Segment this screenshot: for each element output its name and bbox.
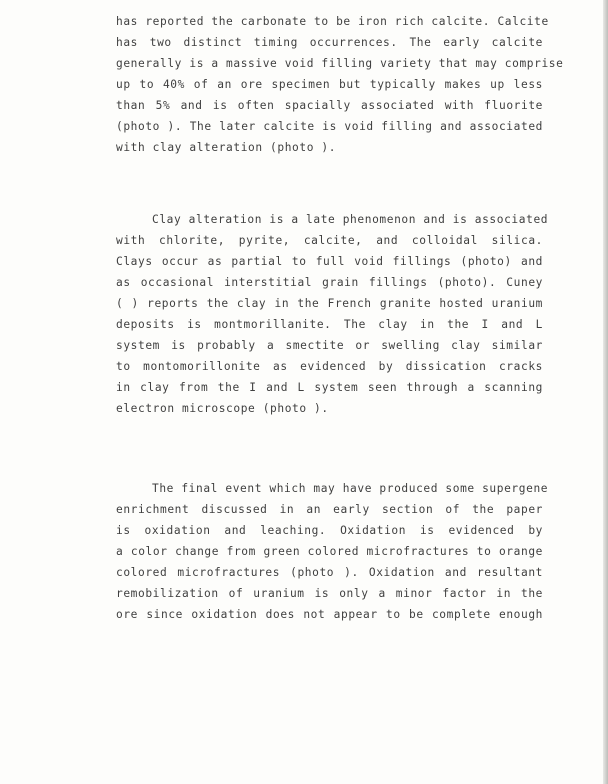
text-line: as occasional interstitial grain fillings (photo). Cuney (116, 276, 543, 289)
text-line: is oxidation and leaching. Oxidation is evidenced by (116, 524, 543, 537)
text-line: in clay from the I and L system seen through a scanning (116, 381, 543, 394)
paragraph-calcite (116, 11, 564, 158)
text-line: system is probably a smectite or swelling clay similar (116, 339, 543, 352)
text-line: The final event which may have produced some supergene (152, 482, 549, 495)
text-line: has reported the carbonate to be iron rich calcite. Calcite (116, 15, 549, 28)
text-line: (photo ). The later calcite is void filling and associated (116, 120, 543, 133)
text-line: ( ) reports the clay in the French granite hosted uranium (116, 297, 543, 310)
paragraph-clay-alteration (116, 209, 549, 419)
text-line: has two distinct timing occurrences. The early calcite (116, 36, 543, 49)
page-edge-shadow (603, 0, 608, 784)
text-line: to montomorillonite as evidenced by dissication cracks (116, 360, 543, 373)
text-line: enrichment discussed in an early section of the paper (116, 503, 543, 516)
text-line: Clays occur as partial to full void fillings (photo) and (116, 255, 543, 268)
text-line: deposits is montmorillanite. The clay in the I and L (116, 318, 543, 331)
text-line: with clay alteration (photo ). (116, 141, 337, 154)
text-line: Clay alteration is a late phenomenon and is associated (152, 213, 549, 226)
text-line: a color change from green colored microfractures to orange (116, 545, 543, 558)
text-line: remobilization of uranium is only a minor factor in the (116, 587, 543, 600)
text-line: ore since oxidation does not appear to be complete enough (116, 608, 543, 621)
text-line: up to 40% of an ore specimen but typically makes up less (116, 78, 543, 91)
paragraph-oxidation (116, 478, 549, 625)
text-line: electron microscope (photo ). (116, 402, 329, 415)
text-line: colored microfractures (photo ). Oxidation and resultant (116, 566, 543, 579)
text-line: generally is a massive void filling variety that may comprise (116, 57, 564, 70)
text-line: with chlorite, pyrite, calcite, and colloidal silica. (116, 234, 543, 247)
text-line: than 5% and is often spacially associated with fluorite (116, 99, 543, 112)
